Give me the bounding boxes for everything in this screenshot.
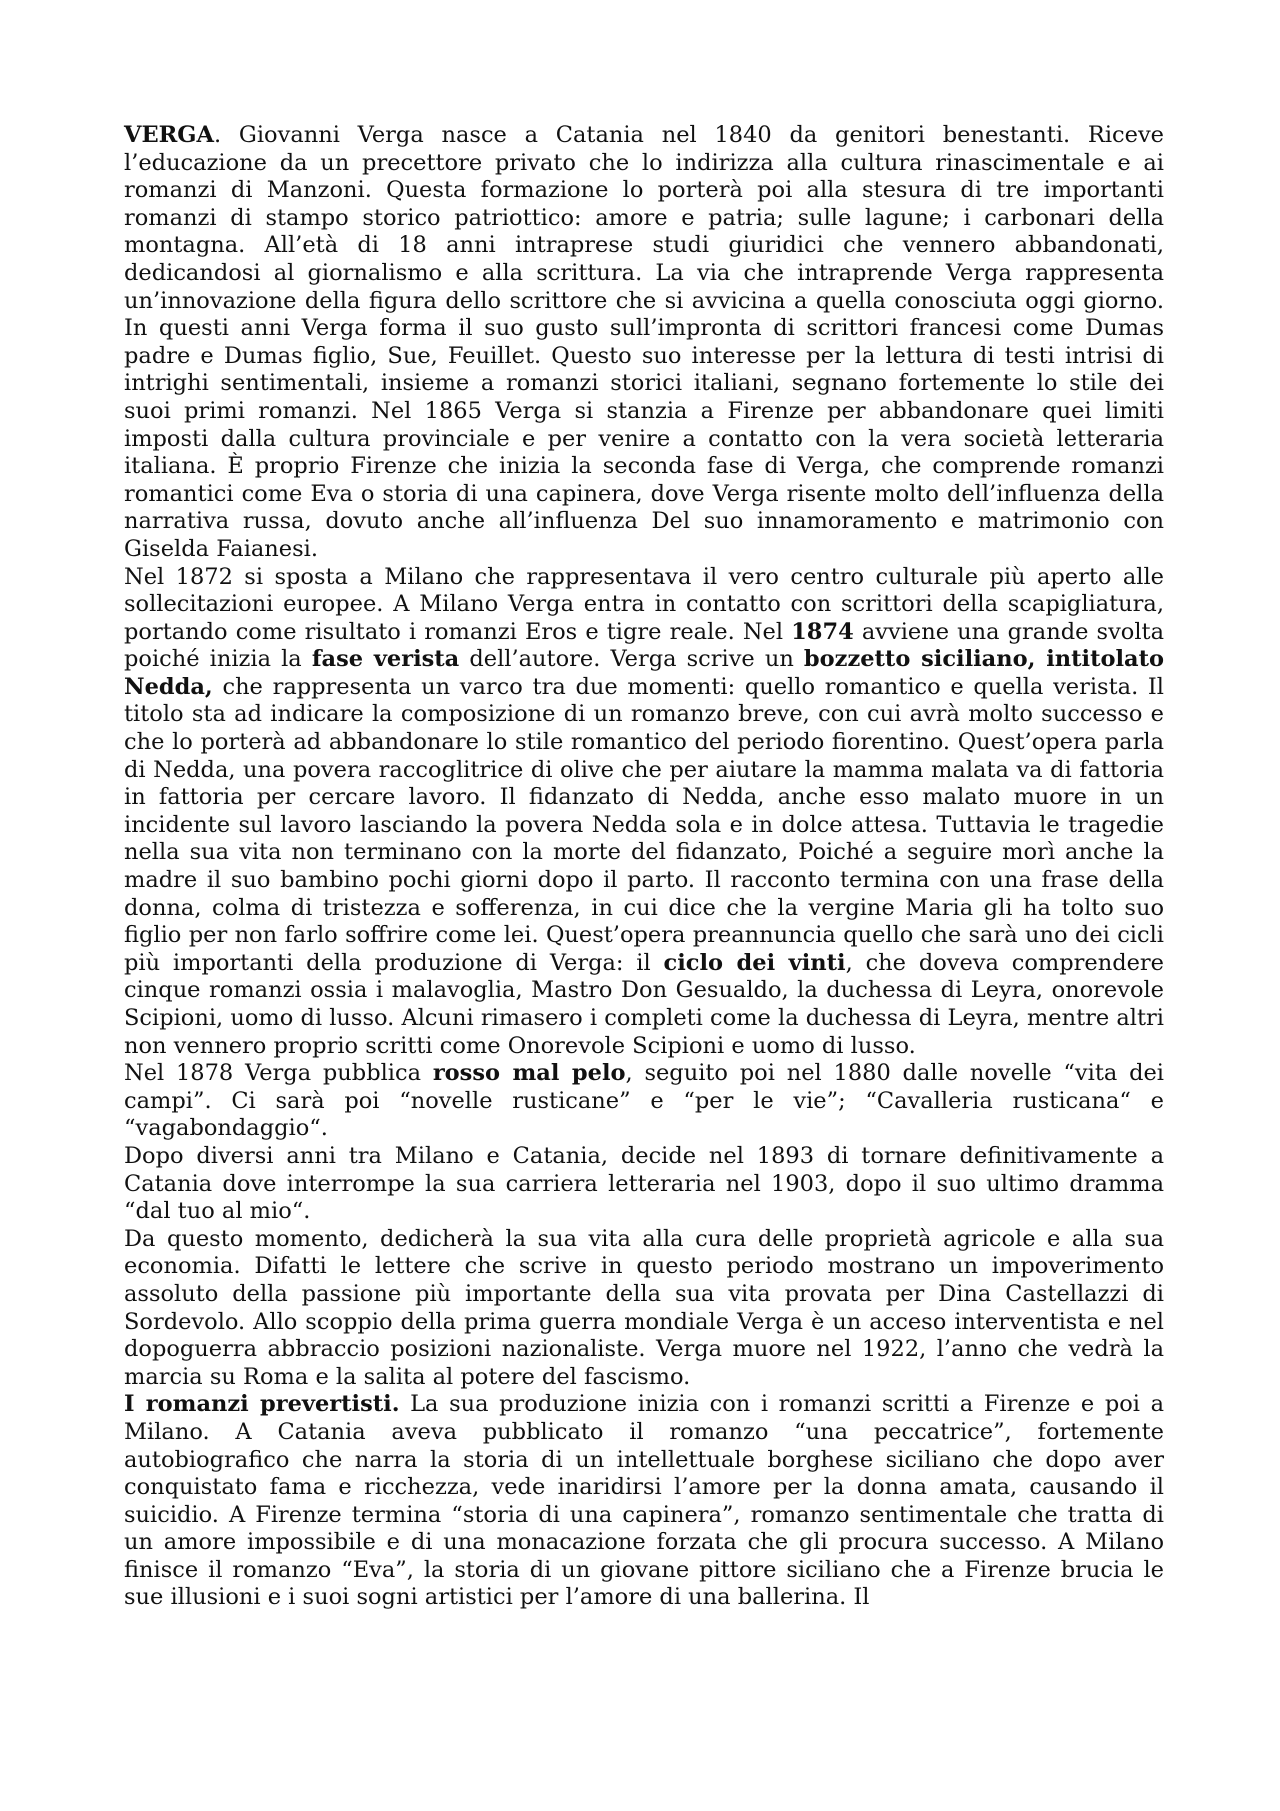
- paragraph-segment: fase verista: [311, 646, 460, 673]
- paragraph-segment: La sua produzione inizia con i romanzi scritti a Firenze e poi a Milano. A Catania aveva pubblicato il romanzo “una peccatrice”, fortemente autobiografico che narra la storia di un intellettuale borghese siciliano che dopo aver conquistato fama e ricchezza, vede inaridirsi l’amore per la donna amata, causando il suicidio. A Firenze termina “storia di una capinera”, romanzo sentimentale che tratta di un amore impossibile e di una monacazione forzata che gli procura successo. A Milano finisce il romanzo “Eva”, la storia di un giovane pittore siciliano che a Firenze brucia le sue illusioni e i suoi sogni artistici per l’amore di una ballerina. Il: [124, 1391, 1164, 1611]
- paragraph-segment: ciclo dei vinti: [663, 949, 846, 976]
- paragraph-segment: bozzetto siciliano, intitolato Nedda,: [124, 646, 1164, 700]
- paragraph-segment: che rappresenta un varco tra due momenti: quello romantico e quella verista. Il titolo sta ad indicare la composizione di un romanzo breve, con cui avrà molto successo e che lo porterà ad abbandonare lo stile romantico del periodo fiorentino. Quest’opera parla di Nedda, una povera raccoglitrice di olive che per aiutare la mamma malata va di fattoria in fattoria per cercare lavoro. Il fidanzato di Nedda, anche esso malato muore in un incidente sul lavoro lasciando la povera Nedda sola e in dolce attesa. Tuttavia le tragedie nella sua vita non terminano con la morte del fidanzato, Poiché a seguire morì anche la madre il suo bambino pochi giorni dopo il parto. Il racconto termina con una frase della donna, colma di tristezza e sofferenza, in cui dice che la vergine Maria gli ha tolto suo figlio per non farlo soffrire come lei. Quest’opera preannuncia quello che sarà uno dei cicli più importanti della produzione di Verga: il: [124, 673, 1164, 976]
- paragraph-catania-return: [124, 1143, 1164, 1226]
- paragraph-romanzi-prevertisti: [124, 1391, 1164, 1612]
- paragraph-segment: . Giovanni Verga nasce a Catania nel 1840 da genitori benestanti. Riceve l’educazione da un precettore privato che lo indirizza alla cultura rinascimentale e ai romanzi di Manzoni. Questa formazione lo porterà poi alla stesura di tre importanti romanzi di stampo storico patriottico: amore e patria; sulle lagune; i carbonari della montagna. All’età di 18 anni intraprese studi giuridici che vennero abbandonati, dedicandosi al giornalismo e alla scrittura. La via che intraprende Verga rappresenta un’innovazione della figura dello scrittore che si avvicina a quella conosciuta oggi giorno. In questi anni Verga forma il suo gusto sull’impronta di scrittori francesi come Dumas padre e Dumas figlio, Sue, Feuillet. Questo suo interesse per la lettura di testi intrisi di intrighi sentimentali, insieme a romanzi storici italiani, segnano fortemente lo stile dei suoi primi romanzi. Nel 1865 Verga si stanzia a Firenze per abbandonare quei limiti imposti dalla cultura provinciale e per venire a contatto con la vera società letteraria italiana. È proprio Firenze che inizia la seconda fase di Verga, che comprende romanzi romantici come Eva o storia di una capinera, dove Verga risente molto dell’influenza della narrativa russa, dovuto anche all’influenza Del suo innamoramento e matrimonio con Giselda Faianesi.: [124, 122, 1164, 562]
- paragraph-segment: , che doveva comprendere cinque romanzi ossia i malavoglia, Mastro Don Gesualdo, la duchessa di Leyra, onorevole Scipioni, uomo di lusso. Alcuni rimasero i completi come la duchessa di Leyra, mentre altri non vennero proprio scritti come Onorevole Scipioni e uomo di lusso.: [124, 949, 1164, 1059]
- document-body: [124, 122, 1164, 1612]
- paragraph-segment: VERGA: [124, 122, 214, 148]
- paragraph-verga-intro: [124, 122, 1164, 564]
- paragraph-segment: Dopo diversi anni tra Milano e Catania, decide nel 1893 di tornare definitivamente a Catania dove interrompe la sua carriera letteraria nel 1903, dopo il suo ultimo dramma “dal tuo al mio“.: [124, 1142, 1164, 1225]
- paragraph-segment: Nel 1872 si sposta a Milano che rappresentava il vero centro culturale più aperto alle sollecitazioni europee. A Milano Verga entra in contatto con scrittori della scapigliatura, portando come risultato i romanzi Eros e tigre reale. Nel: [124, 563, 1164, 645]
- paragraph-segment: dell’autore. Verga scrive un: [459, 646, 804, 673]
- paragraph-segment: I romanzi prevertisti.: [124, 1391, 400, 1418]
- paragraph-milano: [124, 564, 1164, 1061]
- paragraph-late-life: [124, 1226, 1164, 1392]
- paragraph-rosso-mal-pelo: [124, 1060, 1164, 1143]
- paragraph-segment: 1874: [791, 618, 854, 645]
- paragraph-segment: rosso mal pelo: [432, 1060, 626, 1087]
- paragraph-segment: , seguito poi nel 1880 dalle novelle “vita dei campi”. Ci sarà poi “novelle rusticane” e “per le vie”; “Cavalleria rusticana“ e “vagabondaggio“.: [124, 1060, 1165, 1142]
- paragraph-segment: avviene una grande svolta poiché inizia la: [124, 618, 1164, 673]
- paragraph-segment: Da questo momento, dedicherà la sua vita alla cura delle proprietà agricole e alla sua economia. Difatti le lettere che scrive in questo periodo mostrano un impoverimento assoluto della passione più importante della sua vita provata per Dina Castellazzi di Sordevolo. Allo scoppio della prima guerra mondiale Verga è un acceso interventista e nel dopoguerra abbraccio posizioni nazionaliste. Verga muore nel 1922, l’anno che vedrà la marcia su Roma e la salita al potere del fascismo.: [124, 1225, 1164, 1390]
- paragraph-segment: Nel 1878 Verga pubblica: [124, 1060, 433, 1087]
